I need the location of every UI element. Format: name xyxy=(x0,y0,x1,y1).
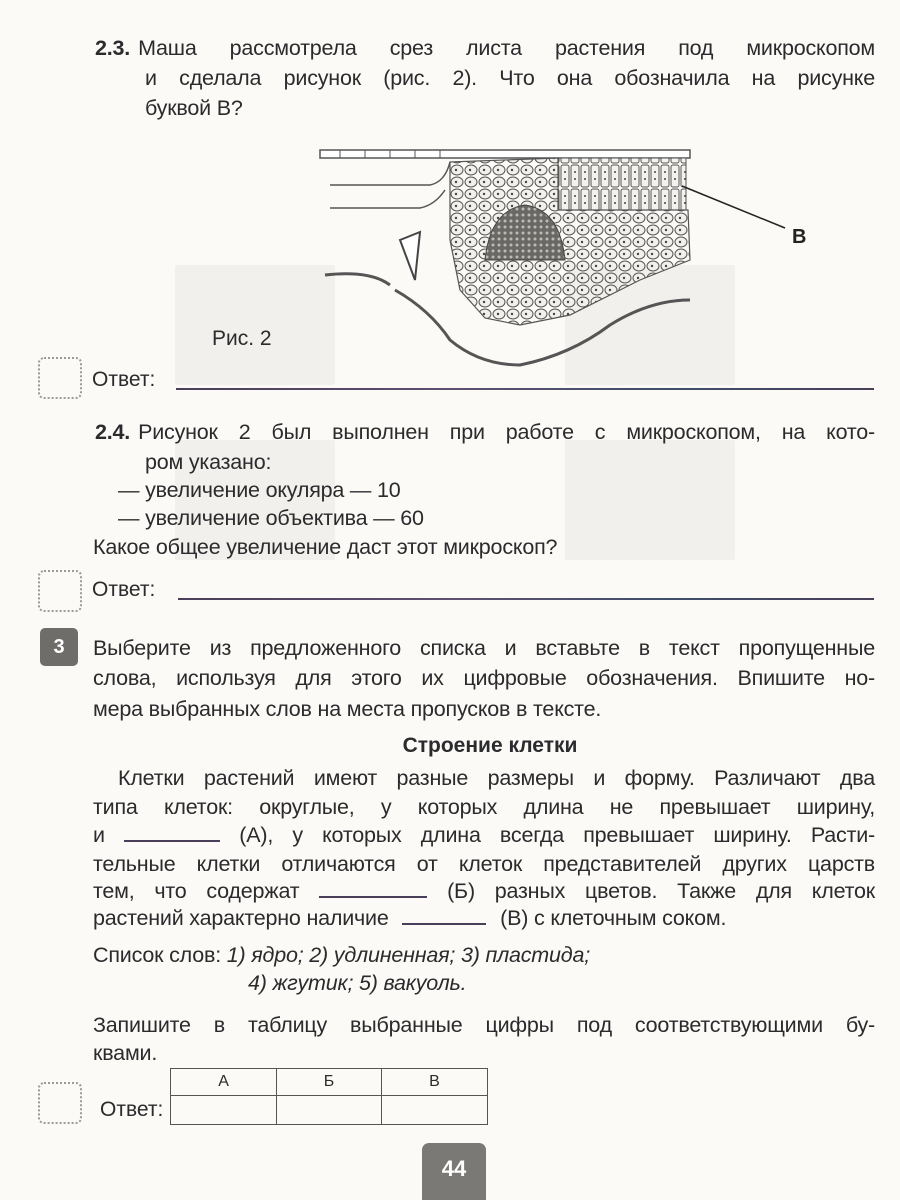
task-2-3-line-2: и сделала рисунок (рис. 2). Что она обозначила на рисунке xyxy=(145,66,875,90)
text-line-3: и (А), у которых длина всегда превышает ширину. Расти- xyxy=(93,823,876,847)
task-2-4-item-2: — увеличение объектива — 60 xyxy=(118,506,424,530)
blank-b[interactable] xyxy=(319,878,427,898)
task-2-4-question: Какое общее увеличение даст этот микроскоп? xyxy=(93,535,558,559)
word-list-items: 1) ядро; 2) удлиненная; 3) пластида; xyxy=(226,943,590,967)
answer-label: Ответ: xyxy=(100,1098,164,1121)
answer-label: Ответ: xyxy=(92,368,156,391)
answer-cell-b[interactable] xyxy=(277,1096,382,1125)
table-instruction-1: Запишите в таблицу выбранные цифры под соответствующими бу- xyxy=(93,1013,875,1037)
column-header-v: В xyxy=(381,1069,487,1096)
text-line-6: растений характерно наличие (В) с клеточным соком. xyxy=(93,906,727,930)
blank-a[interactable] xyxy=(124,822,220,842)
task-2-4-item-1: — увеличение окуляра — 10 xyxy=(118,478,401,502)
word-list-line-1: Список слов: 1) ядро; 2) удлиненная; 3) пластида; xyxy=(93,943,590,967)
task-number-badge: 3 xyxy=(40,628,78,666)
text-title: Строение клетки xyxy=(402,734,578,757)
task-2-3-line-3: буквой В? xyxy=(145,96,243,120)
task-2-3-line-1: 2.3. Маша рассмотрела срез листа растения под микроскопом xyxy=(95,36,875,60)
text-line-4: тельные клетки отличаются от клеток представителей других царств xyxy=(93,852,875,876)
task-3-instruction-1: Выберите из предложенного списка и вставьте в текст пропущенные xyxy=(93,636,875,660)
column-header-b: Б xyxy=(277,1069,382,1096)
column-header-a: А xyxy=(171,1069,277,1096)
word-list-line-2: 4) жгутик; 5) вакуоль. xyxy=(248,971,467,995)
table-instruction-2: квами. xyxy=(93,1041,158,1065)
score-box xyxy=(38,1082,82,1124)
blank-v[interactable] xyxy=(402,905,486,925)
score-box xyxy=(38,570,82,612)
answer-cell-v[interactable] xyxy=(381,1096,487,1125)
page-number: 44 xyxy=(422,1143,486,1200)
task-2-4-line-1: 2.4. Рисунок 2 был выполнен при работе с микроскопом, на кото- xyxy=(95,420,875,444)
answer-input-line[interactable] xyxy=(176,388,874,390)
text-line-2: типа клеток: округлые, у которых длина не превышает ширину, xyxy=(93,795,875,819)
bleed-through-image xyxy=(565,440,735,560)
task-3-instruction-2: слова, используя для этого их цифровые обозначения. Впишите но- xyxy=(93,666,875,690)
text-line-5: тем, что содержат (Б) разных цветов. Также для клеток xyxy=(93,879,876,903)
figure-label-v: В xyxy=(792,226,807,248)
answer-table xyxy=(170,1068,488,1125)
figure-caption: Рис. 2 xyxy=(212,327,272,350)
task-3-instruction-3: мера выбранных слов на места пропусков в тексте. xyxy=(93,697,602,721)
answer-label: Ответ: xyxy=(92,578,156,601)
text-line-1: Клетки растений имеют разные размеры и форму. Различают два xyxy=(118,766,875,790)
answer-cell-a[interactable] xyxy=(171,1096,277,1125)
task-2-4-line-2: ром указано: xyxy=(145,450,272,474)
leaf-cross-section-figure xyxy=(310,140,870,400)
score-box xyxy=(38,357,82,399)
answer-input-line[interactable] xyxy=(178,598,874,600)
task-number: 2.3. xyxy=(95,36,131,60)
task-number: 2.4. xyxy=(95,420,131,444)
